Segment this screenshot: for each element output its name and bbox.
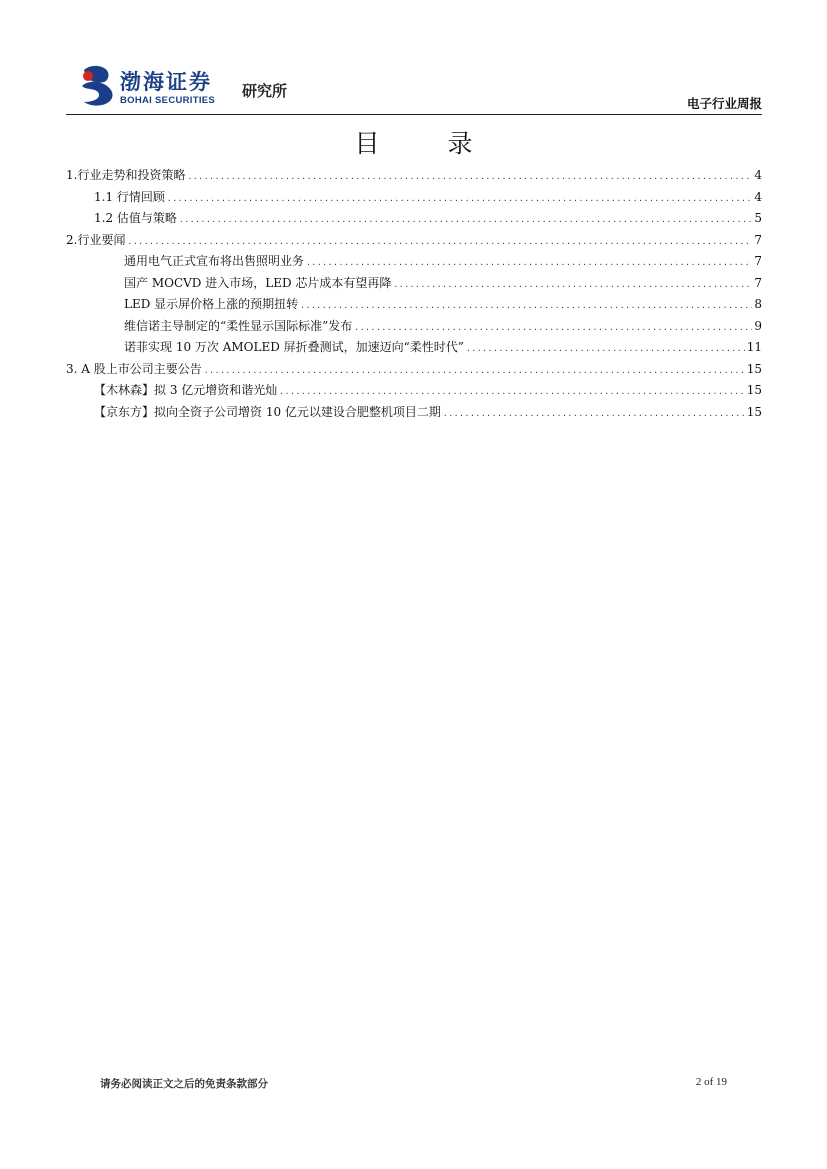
footer-disclaimer: 请务必阅读正文之后的免责条款部分 [100, 1078, 268, 1090]
toc-leader-dots [300, 301, 752, 310]
toc-entry[interactable] [66, 317, 762, 339]
toc-entry[interactable] [66, 274, 762, 296]
toc-entry[interactable] [66, 252, 762, 274]
toc-entry-page: 5 [754, 211, 762, 225]
toc-leader-dots [354, 323, 752, 332]
toc-leader-dots [443, 409, 745, 418]
toc-entry-page: 4 [754, 168, 762, 182]
toc-entry[interactable] [66, 166, 762, 188]
table-of-contents [66, 166, 762, 424]
toc-leader-dots [167, 194, 752, 203]
toc-entry-page: 15 [746, 383, 762, 397]
toc-entry-text: 维信诺主导制定的“柔性显示国际标准”发布 [124, 318, 353, 333]
report-type-label: 电子行业周报 [686, 96, 762, 111]
toc-entry[interactable] [66, 188, 762, 210]
toc-leader-dots [306, 258, 752, 267]
bohai-logo [78, 64, 300, 110]
toc-entry-page: 7 [754, 232, 762, 247]
toc-entry-text: 通用电气正式宣布将出售照明业务 [124, 254, 305, 268]
toc-entry-text: 【京东方】拟向全资子公司增资 10 亿元以建设合肥整机项目二期 [94, 404, 441, 419]
toc-entry-text: 【木林森】拟 3 亿元增资和谐光灿 [94, 383, 278, 397]
page-header [66, 58, 762, 116]
toc-leader-dots [127, 237, 752, 246]
toc-entry-page: 15 [746, 361, 762, 376]
toc-entry[interactable] [66, 381, 762, 403]
toc-leader-dots [204, 366, 745, 375]
toc-entry-page: 7 [754, 275, 762, 290]
toc-entry-text: 诺菲实现 10 万次 AMOLED 屏折叠测试，加速迈向“柔性时代” [124, 340, 464, 354]
toc-leader-dots [393, 280, 752, 289]
logo-institute: 研究所 [242, 82, 288, 100]
header-divider [66, 114, 762, 115]
toc-entry[interactable] [66, 403, 762, 425]
toc-entry-text: 1.行业走势和投资策略 [66, 168, 186, 182]
footer-page-indicator: 2 of 19 [695, 1076, 727, 1088]
toc-entry-page: 4 [754, 189, 762, 204]
toc-entry-page: 7 [754, 254, 762, 268]
logo-chinese-name: 渤海证券 [120, 70, 212, 94]
toc-entry-page: 15 [746, 404, 762, 419]
toc-leader-dots [187, 172, 752, 181]
toc-entry[interactable] [66, 231, 762, 253]
toc-title: 目 录 [354, 129, 503, 158]
toc-entry-page: 9 [754, 318, 762, 333]
toc-leader-dots [179, 215, 752, 224]
toc-entry-text: 3. A 股上市公司主要公告 [66, 361, 202, 376]
toc-leader-dots [466, 344, 745, 353]
toc-entry-text: 1.1 行情回顾 [94, 189, 165, 204]
bohai-logo-icon [78, 64, 118, 108]
toc-entry-text: LED 显示屏价格上涨的预期扭转 [124, 297, 299, 311]
toc-entry[interactable] [66, 338, 762, 360]
toc-entry-page: 11 [746, 340, 762, 354]
toc-entry[interactable] [66, 360, 762, 382]
toc-entry-text: 1.2 估值与策略 [94, 211, 177, 225]
toc-entry-page: 8 [754, 297, 762, 311]
toc-entry[interactable] [66, 295, 762, 317]
toc-entry-text: 国产 MOCVD 进入市场，LED 芯片成本有望再降 [124, 275, 392, 290]
logo-english-name: BOHAI SECURITIES [120, 95, 216, 106]
toc-entry-text: 2.行业要闻 [66, 232, 126, 247]
toc-leader-dots [279, 387, 744, 396]
toc-entry[interactable] [66, 209, 762, 231]
